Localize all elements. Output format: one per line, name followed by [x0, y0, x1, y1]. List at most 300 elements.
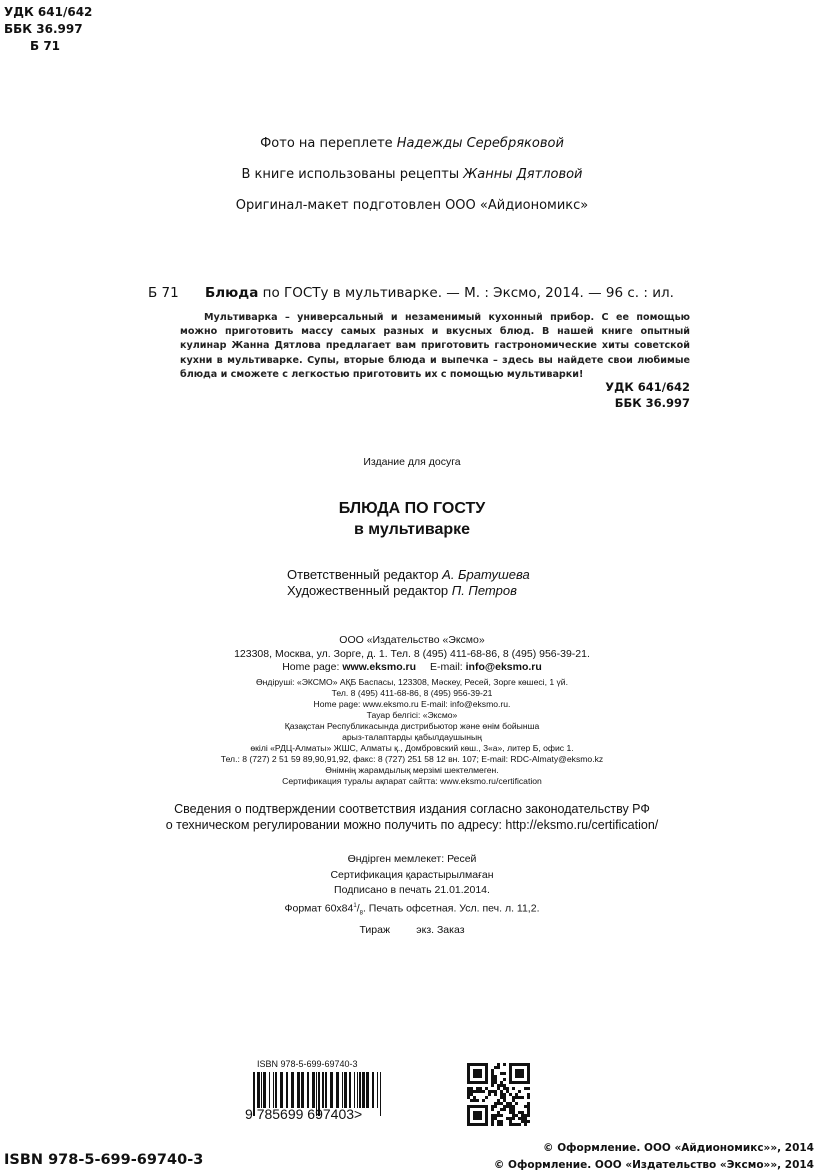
qr-module — [497, 1123, 500, 1126]
barcode-bar — [312, 1072, 315, 1108]
qr-module — [527, 1111, 530, 1114]
certification-line: Сведения о подтверждении соответствия издания согласно законодательству РФ — [174, 802, 650, 816]
qr-module — [479, 1123, 482, 1126]
editor-art — [287, 583, 517, 599]
qr-module — [482, 1123, 485, 1126]
qr-module — [527, 1063, 530, 1066]
barcode-bar — [357, 1072, 358, 1108]
kz-line: Өндіруші: «ЭКСМО» АҚБ Баспасы, 123308, Мәскеу, Ресей, Зорге көшесі, 1 үй. — [256, 677, 568, 687]
qr-module — [473, 1090, 476, 1093]
qr-module — [482, 1090, 485, 1093]
qr-module — [470, 1099, 473, 1102]
qr-module — [470, 1093, 473, 1096]
credit-layout — [0, 198, 824, 213]
qr-module — [503, 1072, 506, 1075]
qr-module — [473, 1075, 476, 1078]
qr-module — [527, 1087, 530, 1090]
qr-module — [494, 1075, 497, 1078]
qr-module — [485, 1105, 488, 1108]
barcode-quiet-marker: > — [354, 1106, 363, 1122]
qr-module — [509, 1102, 512, 1105]
kz-block — [0, 677, 824, 787]
abstract: Мультиварка – универсальный и незаменимый кухонный прибор. С ее помощью можно приготовить массу самых разных и вкусных блюд. В нашей книге опытный кулинар Жанна Дятлова предлагает вам приготовить гастрономические хиты советской кухни в мультиварке. Супы, вторые блюда и выпечка – здесь вы найдете свои любимые блюда и сможете с легкостью приготовить их с помощью мультиварки! — [180, 312, 690, 380]
credit-name: Жанны Дятловой — [463, 167, 583, 182]
qr-module — [479, 1114, 482, 1117]
qr-module — [467, 1087, 470, 1090]
footer-copyrights — [494, 1140, 814, 1174]
qr-module — [467, 1123, 470, 1126]
barcode-digits-right: 697403 — [307, 1106, 355, 1122]
barcode-bar — [291, 1072, 294, 1108]
qr-module — [497, 1099, 500, 1102]
qr-module — [524, 1081, 527, 1084]
qr-module — [476, 1063, 479, 1066]
header-udk: УДК 641/642 — [4, 5, 93, 19]
qr-module — [512, 1096, 515, 1099]
qr-module — [470, 1105, 473, 1108]
barcode-bar — [366, 1072, 369, 1108]
editor-role: Ответственный редактор — [287, 567, 443, 582]
format-sup: 1 — [353, 903, 357, 909]
qr-module — [494, 1081, 497, 1084]
credit-text: Оригинал-макет подготовлен ООО «Айдиономикс» — [235, 198, 589, 213]
qr-module — [500, 1123, 503, 1126]
qr-module — [494, 1078, 497, 1081]
origin-line: Сертификация қарастырылмаған — [330, 869, 494, 881]
qr-module — [512, 1123, 515, 1126]
qr-module — [485, 1120, 488, 1123]
qr-module — [524, 1120, 527, 1123]
qr-module — [476, 1087, 479, 1090]
qr-module — [524, 1105, 527, 1108]
email-label: E-mail: — [430, 661, 466, 673]
qr-module — [497, 1087, 500, 1090]
qr-module — [509, 1105, 512, 1108]
qr-module — [482, 1063, 485, 1066]
qr-module — [470, 1063, 473, 1066]
qr-module — [491, 1108, 494, 1111]
qr-module — [512, 1063, 515, 1066]
barcode-bar — [336, 1072, 339, 1108]
qr-module — [512, 1105, 515, 1108]
bib-udk: УДК 641/642 — [605, 380, 690, 394]
qr-module — [470, 1123, 473, 1126]
qr-module — [479, 1087, 482, 1090]
qr-module — [509, 1081, 512, 1084]
qr-module — [503, 1093, 506, 1096]
kz-line: Қазақстан Республикасында дистрибьютор және өнім бойынша — [284, 721, 540, 731]
qr-module — [512, 1114, 515, 1117]
credit-name: Надежды Серебряковой — [396, 136, 564, 151]
qr-module — [521, 1081, 524, 1084]
qr-module — [518, 1075, 521, 1078]
qr-module — [479, 1069, 482, 1072]
certification-line: о техническом регулировании можно получить по адресу: http://eksmo.ru/certification/ — [165, 818, 659, 832]
qr-module — [527, 1072, 530, 1075]
qr-module — [500, 1084, 503, 1087]
qr-module — [491, 1105, 494, 1108]
qr-module — [479, 1075, 482, 1078]
qr-module — [518, 1069, 521, 1072]
qr-module — [524, 1114, 527, 1117]
qr-module — [503, 1063, 506, 1066]
barcode-bar — [377, 1072, 378, 1108]
editor-name: П. Петров — [451, 583, 517, 598]
qr-module — [473, 1069, 476, 1072]
qr-module — [485, 1063, 488, 1066]
qr-module — [497, 1114, 500, 1117]
qr-module — [521, 1096, 524, 1099]
qr-module — [527, 1105, 530, 1108]
qr-module — [503, 1078, 506, 1081]
qr-module — [500, 1120, 503, 1123]
qr-module — [509, 1066, 512, 1069]
qr-module — [467, 1096, 470, 1099]
qr-module — [467, 1093, 470, 1096]
qr-module — [485, 1111, 488, 1114]
credit-text: В книге использованы рецепты — [241, 167, 464, 182]
qr-module — [485, 1114, 488, 1117]
bib-classification — [605, 379, 690, 411]
print-run: Тираж экз. Заказ — [359, 923, 465, 936]
kz-line: Сертификация туралы ақпарат сайтта: www.eksmo.ru/certification — [282, 776, 542, 786]
qr-module — [503, 1105, 506, 1108]
qr-module — [509, 1069, 512, 1072]
qr-module — [485, 1117, 488, 1120]
copyright-line: © Оформление. ООО «Айдиономикс»», 2014 — [543, 1142, 814, 1154]
qr-module — [476, 1114, 479, 1117]
home-label: Home page: — [282, 661, 343, 673]
qr-module — [527, 1075, 530, 1078]
qr-module — [479, 1117, 482, 1120]
qr-module — [509, 1093, 512, 1096]
barcode-bar — [307, 1072, 309, 1108]
qr-module — [503, 1096, 506, 1099]
qr-module — [506, 1087, 509, 1090]
barcode-bar — [257, 1072, 260, 1108]
format-sub: 8 — [359, 910, 363, 917]
qr-module — [476, 1090, 479, 1093]
qr-module — [473, 1096, 476, 1099]
qr-module — [509, 1063, 512, 1066]
bib-bbk: ББК 36.997 — [614, 396, 690, 410]
qr-module — [473, 1081, 476, 1084]
qr-module — [515, 1096, 518, 1099]
qr-module — [473, 1099, 476, 1102]
qr-module — [494, 1090, 497, 1093]
qr-module — [518, 1123, 521, 1126]
qr-module — [497, 1063, 500, 1066]
qr-module — [485, 1066, 488, 1069]
qr-module — [467, 1105, 470, 1108]
qr-module — [509, 1120, 512, 1123]
barcode-bar — [362, 1072, 365, 1108]
qr-module — [521, 1075, 524, 1078]
qr-module — [470, 1087, 473, 1090]
book-title-line2: в мультиварке — [353, 521, 471, 538]
qr-module — [506, 1105, 509, 1108]
qr-module — [512, 1111, 515, 1114]
barcode-bar — [280, 1072, 283, 1108]
kz-line: Home page: www.eksmo.ru E-mail: info@eksmo.ru. — [313, 699, 511, 709]
origin-block — [0, 851, 824, 883]
qr-module — [509, 1072, 512, 1075]
credit-recipes — [0, 167, 824, 182]
qr-module — [518, 1090, 521, 1093]
qr-module — [503, 1108, 506, 1111]
bib-entry — [205, 285, 674, 301]
qr-module — [515, 1114, 518, 1117]
bib-mark: Б 71 — [148, 285, 179, 301]
qr-module — [476, 1069, 479, 1072]
qr-module — [485, 1087, 488, 1090]
copyright-line: © Оформление. ООО «Издательство «Эксмо»», 2014 — [493, 1159, 814, 1171]
qr-module — [494, 1117, 497, 1120]
barcode-digits-left: 785699 — [256, 1106, 304, 1122]
qr-module — [509, 1123, 512, 1126]
qr-module — [515, 1102, 518, 1105]
barcode-bar — [269, 1072, 270, 1108]
qr-module — [497, 1102, 500, 1105]
qr-module — [467, 1117, 470, 1120]
print-format: Формат $60x84^1/_8$. Печать офсетная. Усл. печ. л. 11,2. — [284, 902, 540, 917]
kz-line: Тауар белгісі: «Эксмо» — [366, 710, 458, 720]
qr-module — [467, 1069, 470, 1072]
qr-module — [515, 1081, 518, 1084]
qr-module — [491, 1084, 494, 1087]
footer-isbn: ISBN 978-5-699-69740-3 — [4, 1152, 204, 1168]
barcode-bar — [359, 1072, 361, 1108]
origin-line: Өндірген мемлекет: Ресей — [347, 853, 477, 865]
qr-module — [467, 1108, 470, 1111]
barcode-digit-first: 9 — [245, 1106, 253, 1122]
qr-module — [512, 1087, 515, 1090]
qr-module — [476, 1105, 479, 1108]
barcode-bar — [322, 1072, 324, 1108]
qr-module — [497, 1066, 500, 1069]
qr-module — [467, 1072, 470, 1075]
qr-module — [518, 1096, 521, 1099]
qr-module — [491, 1081, 494, 1084]
qr-module — [476, 1081, 479, 1084]
edition-type: Издание для досуга — [363, 456, 461, 468]
barcode-bar — [342, 1072, 343, 1108]
kz-line: Тел. 8 (495) 411-68-86, 8 (495) 956-39-21 — [331, 688, 493, 698]
qr-module — [479, 1081, 482, 1084]
qr-module — [467, 1078, 470, 1081]
qr-module — [482, 1099, 485, 1102]
qr-module — [515, 1063, 518, 1066]
barcode-isbn: ISBN 978-5-699-69740-3 — [257, 1059, 358, 1069]
header-classification — [4, 4, 92, 55]
bib-rest: по ГОСТу в мультиварке. — М. : Эксмо, 2014. — 96 с. : ил. — [258, 285, 674, 301]
book-title-line1: БЛЮДА ПО ГОСТУ — [338, 500, 486, 517]
qr-module — [488, 1090, 491, 1093]
kz-line: арыз-талаптарды қабылдаушының — [342, 732, 482, 742]
qr-module — [476, 1075, 479, 1078]
qr-module — [509, 1078, 512, 1081]
qr-module — [527, 1078, 530, 1081]
credit-text: Фото на переплете — [260, 136, 397, 151]
qr-module — [497, 1120, 500, 1123]
publisher-name: ООО «Издательство «Эксмо» — [339, 634, 485, 646]
qr-module — [467, 1075, 470, 1078]
qr-module — [515, 1072, 518, 1075]
qr-module — [485, 1072, 488, 1075]
kz-line: өкілі «РДЦ-Алматы» ЖШС, Алматы қ., Домбровский көш., 3«а», литер Б, офис 1. — [250, 743, 574, 753]
qr-module — [482, 1105, 485, 1108]
barcode-bar — [325, 1072, 327, 1108]
barcode-bar — [286, 1072, 288, 1108]
print-block — [0, 882, 824, 938]
qr-code — [467, 1063, 530, 1126]
qr-module — [506, 1090, 509, 1093]
publisher-block — [0, 634, 824, 675]
barcode — [245, 1059, 395, 1132]
barcode-bar — [273, 1072, 274, 1108]
qr-module — [521, 1114, 524, 1117]
publisher-address: 123308, Москва, ул. Зорге, д. 1. Тел. 8 (495) 411-68-86, 8 (495) 956-39-21. — [234, 647, 590, 660]
barcode-bar — [344, 1072, 347, 1108]
certification-block — [0, 801, 824, 833]
qr-module — [473, 1114, 476, 1117]
qr-module — [509, 1108, 512, 1111]
qr-module — [500, 1090, 503, 1093]
qr-module — [527, 1096, 530, 1099]
qr-module — [491, 1120, 494, 1123]
qr-module — [521, 1117, 524, 1120]
editor-name: А. Братушева — [442, 567, 530, 582]
bib-title: Блюда — [205, 285, 259, 301]
qr-module — [500, 1114, 503, 1117]
qr-module — [491, 1123, 494, 1126]
qr-module — [518, 1072, 521, 1075]
email-link: info@eksmo.ru — [465, 661, 542, 673]
qr-module — [485, 1075, 488, 1078]
qr-module — [527, 1081, 530, 1084]
qr-module — [509, 1075, 512, 1078]
qr-module — [482, 1081, 485, 1084]
qr-module — [500, 1081, 503, 1084]
qr-module — [494, 1093, 497, 1096]
qr-module — [494, 1102, 497, 1105]
qr-module — [521, 1063, 524, 1066]
qr-module — [524, 1087, 527, 1090]
publisher-contacts — [0, 661, 824, 675]
qr-module — [467, 1111, 470, 1114]
print-signed: Подписано в печать 21.01.2014. — [334, 884, 490, 896]
qr-module — [506, 1117, 509, 1120]
qr-module — [491, 1078, 494, 1081]
qr-module — [527, 1108, 530, 1111]
kz-line: Өнімнің жарамдылық мерзімі шектелмеген. — [325, 765, 499, 775]
qr-module — [491, 1117, 494, 1120]
qr-module — [509, 1111, 512, 1114]
barcode-bar — [301, 1072, 304, 1108]
qr-module — [527, 1066, 530, 1069]
qr-module — [521, 1120, 524, 1123]
home-link: www.eksmo.ru — [342, 661, 417, 673]
qr-module — [473, 1105, 476, 1108]
qr-module — [521, 1069, 524, 1072]
qr-module — [473, 1063, 476, 1066]
qr-module — [476, 1099, 479, 1102]
qr-module — [521, 1111, 524, 1114]
qr-module — [509, 1117, 512, 1120]
qr-module — [500, 1108, 503, 1111]
qr-module — [491, 1090, 494, 1093]
qr-module — [527, 1114, 530, 1117]
qr-module — [467, 1090, 470, 1093]
qr-module — [467, 1063, 470, 1066]
qr-module — [491, 1114, 494, 1117]
barcode-digits — [245, 1106, 362, 1122]
qr-module — [506, 1102, 509, 1105]
qr-module — [485, 1069, 488, 1072]
qr-module — [494, 1105, 497, 1108]
qr-module — [479, 1105, 482, 1108]
barcode-bar — [263, 1072, 266, 1108]
kz-line: Тел.: 8 (727) 2 51 59 89,90,91,92, факс: 8 (727) 251 58 12 вн. 107; E-mail: RDC-Almaty@eksmo.kz — [220, 754, 604, 764]
qr-module — [527, 1102, 530, 1105]
qr-module — [500, 1096, 503, 1099]
qr-module — [467, 1081, 470, 1084]
qr-module — [518, 1117, 521, 1120]
barcode-bar — [349, 1072, 351, 1108]
qr-module — [512, 1108, 515, 1111]
qr-module — [500, 1093, 503, 1096]
qr-module — [515, 1069, 518, 1072]
qr-module — [518, 1111, 521, 1114]
qr-module — [518, 1081, 521, 1084]
qr-module — [479, 1111, 482, 1114]
qr-module — [521, 1072, 524, 1075]
barcode-bar — [297, 1072, 300, 1108]
qr-module — [479, 1072, 482, 1075]
qr-module — [500, 1072, 503, 1075]
qr-module — [494, 1114, 497, 1117]
qr-module — [524, 1063, 527, 1066]
editor-responsible — [287, 567, 530, 583]
qr-module — [479, 1063, 482, 1066]
qr-module — [467, 1114, 470, 1117]
barcode-bar — [354, 1072, 355, 1108]
qr-module — [527, 1069, 530, 1072]
qr-module — [488, 1093, 491, 1096]
format-rest: . Печать офсетная. Усл. печ. л. 11,2. — [362, 902, 540, 915]
qr-module — [476, 1123, 479, 1126]
qr-module — [503, 1087, 506, 1090]
qr-module — [476, 1117, 479, 1120]
qr-module — [491, 1075, 494, 1078]
header-author-mark: Б 71 — [30, 39, 61, 53]
qr-module — [485, 1096, 488, 1099]
qr-module — [524, 1123, 527, 1126]
qr-module — [473, 1117, 476, 1120]
qr-module — [527, 1120, 530, 1123]
qr-module — [497, 1084, 500, 1087]
qr-module — [515, 1075, 518, 1078]
barcode-bar — [330, 1072, 333, 1108]
qr-module — [512, 1081, 515, 1084]
qr-module — [518, 1063, 521, 1066]
qr-module — [494, 1066, 497, 1069]
editor-role: Художественный редактор — [287, 583, 452, 598]
qr-module — [524, 1117, 527, 1120]
barcode-bar — [275, 1072, 277, 1108]
qr-module — [470, 1081, 473, 1084]
qr-module — [497, 1111, 500, 1114]
